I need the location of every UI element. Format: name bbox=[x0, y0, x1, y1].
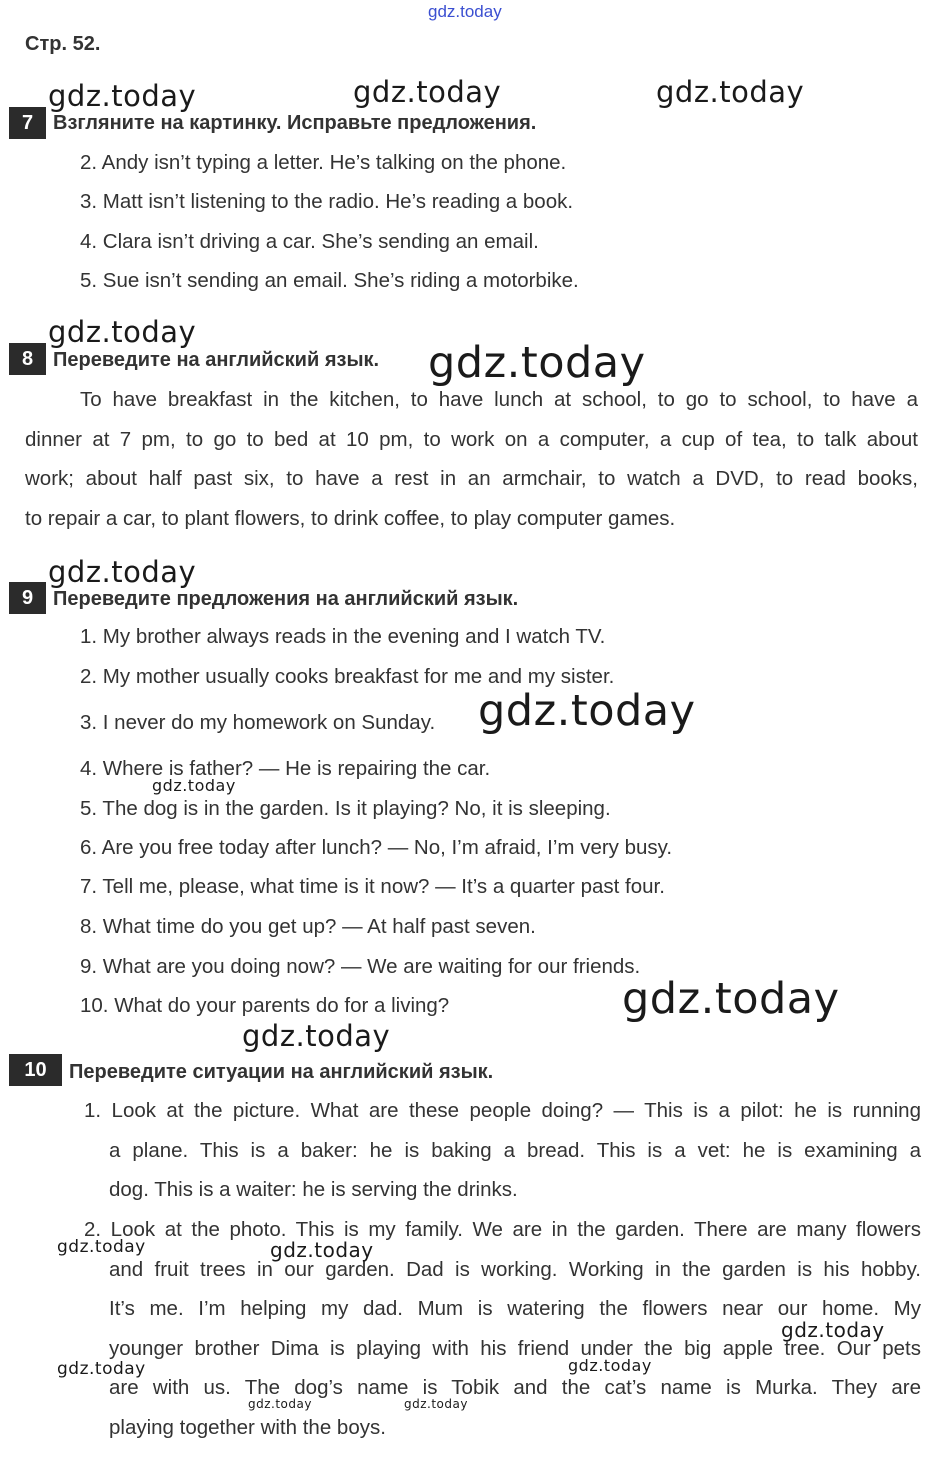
paragraph-line: dog. This is a waiter: he is serving the drinks. bbox=[109, 1178, 518, 1201]
paragraph-line: playing together with the boys. bbox=[109, 1415, 386, 1439]
exercise-heading: Переведите предложения на английский язык. bbox=[53, 588, 519, 610]
paragraph-line: and fruit trees in our garden. Dad is working. Working in the garden is his hobby. bbox=[109, 1257, 921, 1281]
list-item: 3. Matt isn’t listening to the radio. He’s reading a book. bbox=[80, 190, 574, 213]
watermark: gdz.today bbox=[568, 1356, 652, 1375]
watermark: gdz.today bbox=[48, 79, 197, 113]
list-item: 2. Andy isn’t typing a letter. He’s talking on the phone. bbox=[80, 151, 567, 174]
paragraph-line: a plane. This is a baker: he is baking a bread. This is a vet: he is examining a bbox=[109, 1138, 921, 1162]
page-number: Стр. 52. bbox=[25, 33, 101, 55]
watermark: gdz.today bbox=[248, 1397, 312, 1411]
watermark: gdz.today bbox=[270, 1238, 374, 1262]
watermark: gdz.today bbox=[48, 315, 197, 349]
watermark: gdz.today bbox=[57, 1237, 146, 1257]
watermark: gdz.today bbox=[57, 1359, 146, 1379]
exercise-number-badge: 9 bbox=[9, 582, 46, 614]
exercise-heading: Переведите ситуации на английский язык. bbox=[69, 1061, 494, 1083]
watermark: gdz.today bbox=[48, 555, 197, 589]
list-item: 4. Where is father? — He is repairing the car. bbox=[80, 757, 491, 780]
paragraph-line: younger brother Dima is playing with his friend under the big apple tree. Our pets bbox=[109, 1336, 921, 1360]
paragraph-line: To have breakfast in the kitchen, to have lunch at school, to go to school, to have a bbox=[80, 388, 918, 411]
list-item: 5. Sue isn’t sending an email. She’s riding a motorbike. bbox=[80, 269, 579, 292]
list-item: 3. I never do my homework on Sunday. bbox=[80, 711, 436, 734]
exercise-number-badge: 10 bbox=[9, 1054, 62, 1086]
paragraph-line: 1. Look at the picture. What are these people doing? — This is a pilot: he is running bbox=[84, 1099, 921, 1122]
list-item: 6. Are you free today after lunch? — No, I’m afraid, I’m very busy. bbox=[80, 836, 673, 859]
list-item: 7. Tell me, please, what time is it now? — It’s a quarter past four. bbox=[80, 875, 665, 898]
watermark: gdz.today bbox=[781, 1318, 885, 1342]
exercise-heading: Переведите на английский язык. bbox=[53, 349, 380, 371]
paragraph-line: It’s me. I’m helping my dad. Mum is watering the flowers near our home. My bbox=[109, 1297, 921, 1320]
watermark: gdz.today bbox=[152, 776, 236, 795]
paragraph-line: are with us. The dog’s name is Tobik and the cat’s name is Murka. They are bbox=[109, 1376, 921, 1399]
paragraph-line: 2. Look at the photo. This is my family. We are in the garden. There are many flowers bbox=[84, 1218, 921, 1241]
watermark: gdz.today bbox=[478, 686, 696, 736]
watermark: gdz.today bbox=[428, 338, 646, 388]
list-item: 1. My brother always reads in the evening and I watch TV. bbox=[80, 625, 606, 648]
watermark: gdz.today bbox=[404, 1397, 468, 1411]
list-item: 4. Clara isn’t driving a car. She’s sending an email. bbox=[80, 230, 539, 253]
watermark: gdz.today bbox=[622, 974, 840, 1024]
list-item: 5. The dog is in the garden. Is it playing? No, it is sleeping. bbox=[80, 797, 611, 820]
list-item: 9. What are you doing now? — We are waiting for our friends. bbox=[80, 955, 641, 978]
exercise-heading: Взгляните на картинку. Исправьте предложения. bbox=[53, 112, 537, 134]
paragraph-line: to repair a car, to plant flowers, to drink coffee, to play computer games. bbox=[25, 506, 676, 530]
watermark-top: gdz.today bbox=[428, 2, 502, 21]
exercise-number-badge: 7 bbox=[9, 107, 46, 139]
watermark: gdz.today bbox=[242, 1019, 391, 1053]
paragraph bbox=[25, 380, 918, 538]
watermark: gdz.today bbox=[353, 75, 502, 109]
list-item: 8. What time do you get up? — At half past seven. bbox=[80, 915, 536, 938]
list-item: 10. What do your parents do for a living? bbox=[80, 994, 450, 1017]
paragraph-line: dinner at 7 pm, to go to bed at 10 pm, to work on a computer, a cup of tea, to talk about bbox=[25, 427, 918, 451]
situation-1 bbox=[84, 1091, 921, 1210]
list-item: 2. My mother usually cooks breakfast for me and my sister. bbox=[80, 665, 615, 688]
exercise-number-badge: 8 bbox=[9, 343, 46, 375]
paragraph-line: work; about half past six, to have a rest in an armchair, to watch a DVD, to read books, bbox=[25, 467, 918, 490]
watermark: gdz.today bbox=[656, 75, 805, 109]
